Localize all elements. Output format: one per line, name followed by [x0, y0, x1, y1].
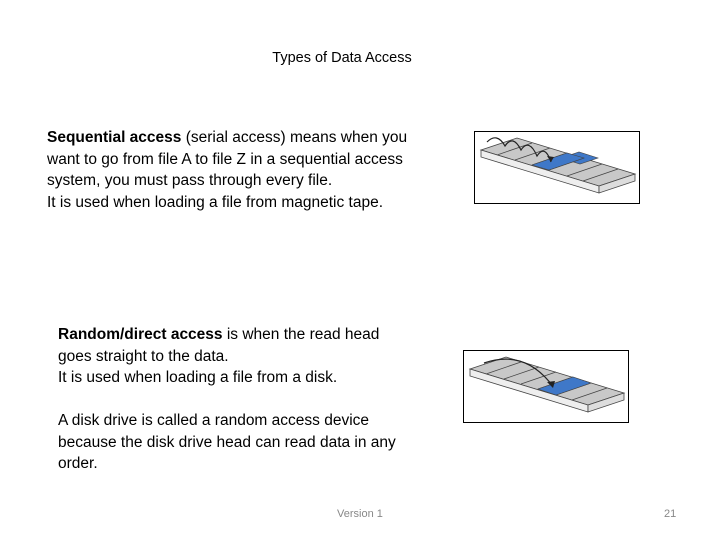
- disk-line-2: because the disk drive head can read data in any: [58, 433, 396, 451]
- sequential-access-paragraph: [47, 127, 447, 213]
- sequential-line-1: [47, 127, 447, 149]
- footer-version: Version 1: [337, 508, 383, 520]
- random-line-3: It is used when loading a file from a disk.: [58, 369, 338, 386]
- random-access-paragraph: [58, 324, 418, 389]
- disk-drive-paragraph: [58, 410, 428, 475]
- sequential-access-term: Sequential access: [47, 129, 182, 146]
- random-line-2: goes straight to the data.: [58, 347, 229, 365]
- sequential-line-1-rest: (serial access) means when you: [181, 129, 408, 146]
- random-line-1: [58, 324, 418, 346]
- random-line-1-rest: is when the read head: [222, 326, 380, 343]
- sequential-line-2: want to go from file A to file Z in a sequential access: [47, 150, 403, 168]
- footer-page-number: 21: [664, 508, 677, 520]
- random-access-illustration: [463, 350, 629, 423]
- random-access-term: Random/direct access: [58, 326, 223, 343]
- sequential-line-4: It is used when loading a file from magnetic tape.: [47, 193, 384, 211]
- sequential-line-3: system, you must pass through every file.: [47, 172, 333, 189]
- sequential-tape-icon: [475, 132, 641, 205]
- random-disk-icon: [464, 351, 630, 424]
- disk-line-3: order.: [58, 455, 98, 472]
- disk-line-1: A disk drive is called a random access device: [58, 412, 370, 429]
- slide-title: Types of Data Access: [272, 50, 412, 66]
- sequential-access-illustration: [474, 131, 640, 204]
